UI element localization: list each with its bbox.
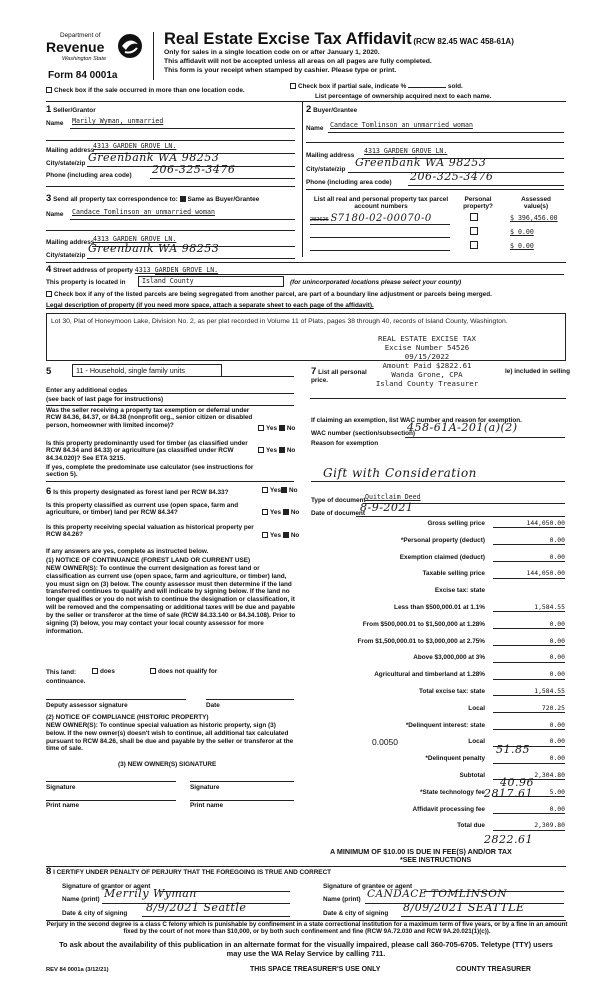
tax-row-value[interactable]: 0.00: [493, 638, 565, 646]
revision-label: REV 84 0001a (3/12/21): [46, 967, 109, 973]
county-select[interactable]: Island County: [138, 276, 284, 287]
corr-name-field[interactable]: Candace Tomlinson an unmarried woman: [72, 208, 215, 216]
tax-row-value[interactable]: 0.00: [493, 654, 565, 662]
page-title: [164, 30, 514, 49]
treasurer-use-label: THIS SPACE TREASURER'S USE ONLY: [250, 966, 381, 973]
current-use-question: Is this property classified as current use (open space, farm and agriculture, or timber) land per RCW 84.34?: [46, 502, 239, 517]
tax-row-label: Total excise tax: state: [419, 688, 485, 695]
tax-row-value[interactable]: 0.00: [493, 755, 565, 763]
notice-2-heading: (2) NOTICE OF COMPLIANCE (HISTORIC PROPERTY): [46, 714, 209, 721]
tax-row-label: Total due: [457, 822, 485, 830]
assessed-value-3[interactable]: $ 0.00: [510, 242, 534, 250]
wac-number-label: WAC number (section/subsection): [311, 430, 416, 437]
seller-city-field[interactable]: Greenbank WA 98253: [88, 151, 220, 164]
street-address-field[interactable]: 4313 GARDEN GROVE LN.: [134, 266, 219, 274]
tax-row-label: Local: [468, 704, 485, 712]
legal-description-field[interactable]: Lot 30, Plat of Honeymoon Lake, Division No. 2, as per plat recorded in Volume 11 of Plats, pages 38 through 40, records of Island County, Washington.: [46, 313, 566, 361]
tax-row-value[interactable]: 1,584.55: [493, 688, 565, 696]
assessed-value-2[interactable]: $ 0.00: [510, 228, 534, 236]
partial-sale-checkbox[interactable]: Check box if partial sale, indicate % sold.: [290, 83, 463, 90]
buyer-phone-label: Phone (including area code): [306, 179, 392, 186]
tax-row-label: Above $3,000,000 at 3%: [413, 654, 485, 662]
owner-signature-label-2: Signature: [190, 784, 220, 791]
buyer-heading: 2 Buyer/Grantee: [306, 104, 358, 115]
form-number: Form 84 0001a: [48, 70, 118, 81]
hw-delinquent-penalty[interactable]: 40.96: [500, 776, 534, 789]
exemption-question: Was the seller receiving a property tax exemption or deferral under RCW 84.36, 84.37, or 84.38 (nonprofit org., senior citizen or disabled person, homeowner with limited income)?: [46, 407, 253, 429]
same-as-buyer-checkbox[interactable]: [180, 196, 186, 202]
personal-property-checkbox-2[interactable]: [470, 227, 478, 235]
buyer-mailing-label: Mailing address: [306, 152, 355, 159]
correspondence-heading: 3 Send all property tax correspondence to: Same as Buyer/Grantee: [46, 193, 260, 204]
doc-date-label: Date of document: [311, 510, 365, 517]
seller-phone-field[interactable]: 206-325-3476: [152, 163, 236, 176]
tax-row-value[interactable]: 2,309.80: [493, 822, 565, 830]
local-rate: 0.0050: [372, 737, 398, 747]
buyer-name-field[interactable]: Candace Tomlinson an unmarried woman: [330, 121, 473, 129]
treasurer-stamp: REAL ESTATE EXCISE TAX Excise Number 54526 09/15/2022 Amount Paid $2822.61 Wanda Grone, CPA Island County Treasurer: [375, 334, 479, 389]
tax-row-value[interactable]: 144,050.00: [493, 570, 565, 578]
tax-row: [300, 755, 565, 766]
dept-line2: Revenue: [46, 39, 105, 55]
tax-row-value[interactable]: 2,304.80: [493, 772, 565, 780]
forest-yes-no[interactable]: Yes No: [262, 487, 298, 494]
owner-signature-label-1: Signature: [46, 784, 76, 791]
tax-row-label: Affidavit processing fee: [412, 805, 485, 813]
does-not-checkbox[interactable]: does not qualify for: [150, 668, 217, 675]
use-code-select[interactable]: 11 - Household, single family units: [72, 364, 222, 377]
tax-row-label: Taxable selling price: [422, 570, 485, 578]
seller-mailing-field[interactable]: 4313 GARDEN GROVE LN.: [93, 142, 177, 150]
see-back-label: (see back of last page for instructions): [46, 396, 164, 403]
tax-row: [300, 654, 565, 665]
grantee-date-field[interactable]: 8/09/2021 SEATTLE: [403, 901, 525, 914]
tax-row-value[interactable]: 1,584.55: [493, 604, 565, 612]
wac-number-field[interactable]: 458-61A-201(a)(2): [407, 421, 518, 434]
buyer-city-label: City/state/zip: [306, 166, 346, 173]
doc-type-label: Type of document: [311, 497, 366, 504]
tax-row-label: *Delinquent interest: state: [405, 721, 485, 729]
corr-mailing-label: Mailing address: [46, 239, 95, 246]
tax-row-label: Agricultural and timberland at 1.28%: [374, 671, 485, 679]
tax-row: [300, 705, 565, 716]
tax-row: [300, 570, 565, 581]
section-7-heading: 7 List all personal: [311, 366, 367, 377]
grantee-date-label: Date & city of signing: [323, 910, 389, 917]
seller-city-label: City/state/zip: [46, 160, 86, 167]
tax-row: [300, 621, 565, 632]
hw-delinquent-interest[interactable]: 51.85: [496, 743, 530, 756]
county-treasurer-label: COUNTY TREASURER: [456, 966, 531, 973]
grantee-name-label: Name (print): [323, 896, 361, 903]
grantor-date-label: Date & city of signing: [62, 910, 128, 917]
tax-row-value[interactable]: 0.00: [493, 671, 565, 679]
deputy-sig-label: Deputy assessor signature: [46, 702, 128, 709]
perjury-note: Perjury in the second degree is a class C felony which is punishable by confinement in a state correctional institution for a maximum term of five years, or by a fine in an amount fixed by the court of not more than $10,000, or by both such confinement and fine (RCW 9A.72.030 and RCW 9A.20.021(1)(c)).: [46, 921, 568, 936]
seller-phone-label: Phone (including area code): [46, 172, 132, 179]
tax-row-label: *Personal property (deduct): [400, 536, 485, 544]
owner-print-label-2: Print name: [190, 802, 224, 809]
grantee-name-field[interactable]: CANDACE TOMLINSON: [367, 888, 508, 900]
subtitle-1: Only for sales in a single location code on or after January 1, 2020.: [164, 49, 380, 56]
parcel-col-header: List all real and personal property tax parcel account numbers: [313, 196, 449, 211]
tax-row-value[interactable]: 144,050.00: [493, 520, 565, 528]
tax-row: [300, 638, 565, 649]
section-7-tail: le) included in selling: [505, 368, 570, 375]
continuance-label: continuance.: [46, 678, 86, 685]
corr-city-label: City/state/zip: [46, 252, 86, 259]
tax-row-label: Subtotal: [459, 772, 485, 779]
grantee-sig-label: Signature of grantee or agent: [323, 883, 413, 890]
grantor-name-label: Name (print): [62, 896, 100, 903]
tax-row: [300, 822, 565, 833]
alt-format-note: To ask about the availability of this publication in an alternate format for the visually impaired, please call 360-705-6705. Teletype (TTY) users may use the WA Relay Service by calling 711.: [59, 940, 553, 958]
tax-row-value[interactable]: 720.25: [493, 705, 565, 713]
personal-property-checkbox-1[interactable]: [470, 213, 478, 221]
tax-row-value[interactable]: 0.00: [493, 738, 565, 746]
tax-row-label: *Delinquent penalty: [425, 755, 485, 763]
notice-2-body: NEW OWNER(S): To continue special valuation as historic property, sign (3) below. If the new owner(s) doesn't wish to continue, all additional tax calculated pursuant to RCW 84.26, shall be due and payable by the seller or transferor at the time of sale.: [46, 722, 294, 753]
notice-1-heading: (1) NOTICE OF CONTINUANCE (FOREST LAND OR CURRENT USE): [46, 557, 251, 564]
does-checkbox[interactable]: does: [92, 668, 115, 675]
tax-row: [300, 688, 565, 699]
tax-row: [300, 537, 565, 548]
historical-yes-no[interactable]: Yes No: [262, 532, 299, 539]
tax-row: [300, 520, 565, 531]
doc-date-field[interactable]: 8-9-2021: [360, 501, 414, 514]
street-address-row: 4 Street address of property 4313 GARDEN GROVE LN.: [46, 264, 219, 275]
tax-row-value[interactable]: 0.00: [493, 621, 565, 629]
notice-1-body: NEW OWNER(S): To continue the current designation as forest land or classification as current use (open space, farm and agriculture, or timber) land, you must sign on (3) below. The county assessor must then determine if the land transferred continues to qualify and will indicate by signing below. If the land no longer qualifies or you do not wish to continue the designation or classification, it will be removed and the compensating or additional taxes will be due and payable by the seller or transferor at the time of sale (RCW 84.33.140 or 84.34.108). Prior to signing (3) below, you may contact your local county assessor for more information.: [46, 565, 296, 635]
assessed-value-1[interactable]: $ 396,456.00: [510, 214, 558, 222]
multi-location-checkbox[interactable]: Check box if the sale occurred in more than one location code.: [46, 87, 245, 94]
seller-heading: 1 Seller/Grantor: [46, 104, 96, 115]
buyer-mailing-field[interactable]: 4313 GARDEN GROVE LN.: [364, 147, 448, 155]
tax-row-value[interactable]: 0.00: [493, 537, 565, 545]
tax-row: [300, 604, 565, 615]
tax-row-label: Gross selling price: [427, 520, 485, 527]
grantor-date-field[interactable]: 8/9/2021 Seattle: [146, 901, 247, 914]
subtitle-2: This affidavit will not be accepted unless all areas on all pages are fully completed.: [164, 58, 432, 65]
seller-mailing-label: Mailing address: [46, 147, 95, 154]
personal-col-header: Personal property?: [463, 196, 493, 211]
corr-name-label: Name: [46, 211, 64, 218]
parcel-row-1[interactable]: 282626 S7180-02-00070-0: [310, 213, 432, 224]
forest-land-question: 6 Is this property designated as forest land per RCW 84.33?: [46, 486, 229, 497]
hw-subtotal[interactable]: 2817.61: [484, 787, 533, 800]
buyer-phone-field[interactable]: 206-325-3476: [410, 170, 494, 183]
minimum-fee-note: A MINIMUM OF $10.00 IS DUE IN FEE(S) AND/OR TAX: [330, 847, 512, 856]
tax-row: [300, 587, 565, 598]
doc-type-field[interactable]: Quitclaim Deed: [365, 493, 421, 501]
dept-line1: Department of: [60, 32, 101, 39]
buyer-city-field[interactable]: Greenbank WA 98253: [355, 156, 487, 169]
reason-label: Reason for exemption: [311, 440, 379, 447]
unincorporated-note: (for unincorporated locations please select your county): [290, 279, 462, 286]
deputy-date-label: Date: [206, 702, 220, 709]
buyer-name-label: Name: [306, 125, 324, 132]
legal-description-label: Legal description of property (if you need more space, attach a separate sheet to each page of the affidavit).: [46, 302, 374, 309]
tax-row-value[interactable]: 5.00: [493, 789, 565, 797]
this-land-label: This land:: [46, 669, 77, 676]
grantor-sig-label: Signature of grantor or agent: [62, 883, 151, 890]
tax-row: [300, 554, 565, 565]
corr-city-field[interactable]: Greenbank WA 98253: [88, 242, 220, 255]
dept-line3: Washington State: [62, 56, 107, 62]
segregated-checkbox-row[interactable]: Check box if any of the listed parcels are being segregated from another parcel, are part of a boundary line adjustment or parcels being merged.: [46, 291, 492, 298]
tax-row-label: From $500,000.01 to $1,500,000 at 1.28%: [362, 620, 485, 628]
tax-row: [300, 806, 565, 817]
tax-row-label: Excise tax: state: [434, 587, 485, 595]
timber-yes-no[interactable]: Yes No: [258, 447, 295, 454]
if-yes-note: If any answers are yes, complete as instructed below.: [46, 548, 209, 555]
owner-print-label-1: Print name: [46, 802, 80, 809]
tax-row: [300, 671, 565, 682]
additional-codes-label: Enter any additional codes: [46, 387, 128, 394]
located-in-label: This property is located in: [46, 279, 126, 286]
checkbox-box[interactable]: [46, 87, 52, 93]
tax-row-label: From $1,500,000.01 to $3,000,000 at 2.75%: [357, 637, 485, 645]
timber-question: Is this property predominantly used for timber (as classified under RCW 84.34 and 84.33) or agriculture (as classified under RCW 84.34.020)? See ETA 3215.: [46, 440, 248, 462]
section-5-number: 5: [46, 366, 52, 377]
tax-row-label: Local: [468, 738, 485, 746]
seller-name-label: Name: [46, 120, 64, 127]
predominate-use-note: If yes, complete the predominate use calculator (see instructions for section 5).: [46, 464, 254, 479]
subtitle-3: This form is your receipt when stamped by cashier. Please type or print.: [164, 67, 397, 74]
corr-mailing-field[interactable]: 4313 GARDEN GROVE LN.: [93, 235, 177, 243]
tax-row-value[interactable]: 0.00: [493, 722, 565, 730]
rcw-text: (RCW 82.45 WAC 458-61A): [413, 37, 514, 46]
tax-row-value[interactable]: 0.00: [493, 554, 565, 562]
assessed-col-header: Assessed value(s): [521, 196, 551, 211]
dor-swirl-icon: [116, 32, 144, 60]
section-7-price: price.: [311, 377, 329, 384]
certify-heading: 8 I CERTIFY UNDER PENALTY OF PERJURY THAT THE FOREGOING IS TRUE AND CORRECT: [46, 866, 332, 877]
tax-row-value[interactable]: 0.00: [493, 806, 565, 814]
tax-row-label: *State technology fee: [420, 788, 485, 796]
notice-3-heading: (3) NEW OWNER(S) SIGNATURE: [118, 761, 217, 768]
list-percentage-note: List percentage of ownership acquired next to each name.: [315, 93, 492, 100]
see-instructions-note: *SEE INSTRUCTIONS: [400, 857, 472, 864]
historical-question: Is this property receiving special valuation as historical property per RCW 84.26?: [46, 524, 254, 539]
reason-field[interactable]: Gift with Consideration: [323, 466, 477, 480]
exemption-wac-question: If claiming an exemption, list WAC number and reason for exemption.: [311, 417, 522, 424]
grantor-name-field[interactable]: Merrily Wyman: [104, 887, 197, 900]
exemption-yes-no[interactable]: Yes No: [258, 425, 295, 432]
hw-total-due[interactable]: 2822.61: [484, 833, 533, 846]
tax-row-label: Less than $500,000.01 at 1.1%: [394, 604, 485, 611]
tax-row-label: Exemption claimed (deduct): [399, 553, 485, 561]
title-text: Real Estate Excise Tax Affidavit: [164, 30, 412, 48]
personal-property-checkbox-3[interactable]: [470, 241, 478, 249]
tax-row: [300, 722, 565, 733]
current-use-yes-no[interactable]: Yes No: [262, 509, 299, 516]
seller-name-field[interactable]: Marily Wyman, unmarried: [72, 117, 164, 125]
